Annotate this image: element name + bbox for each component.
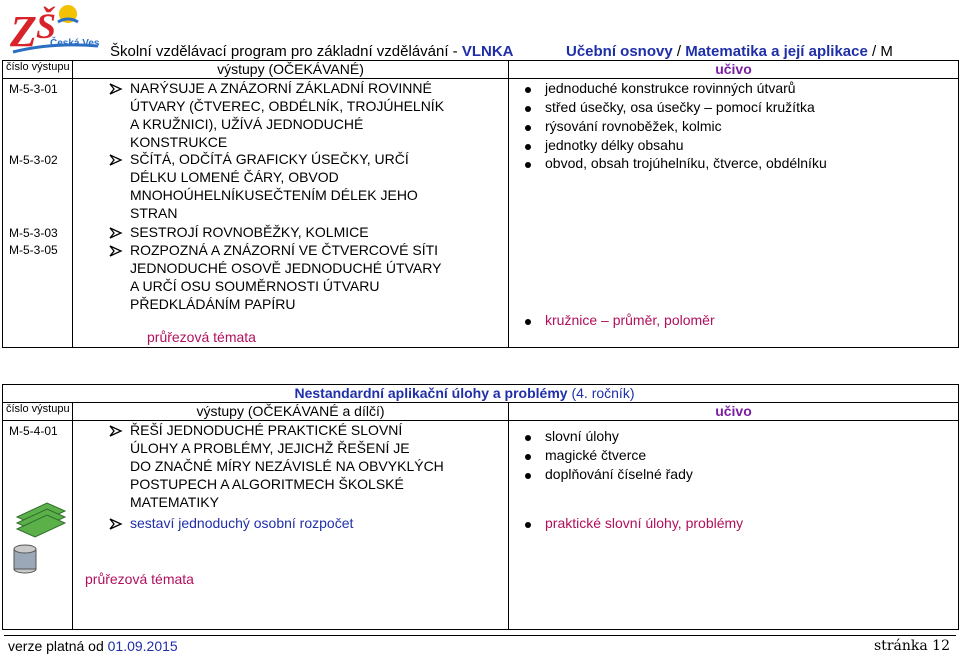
curriculum-item: slovní úlohy <box>545 428 619 444</box>
curriculum-sub-item: praktické slovní úlohy, problémy <box>545 515 744 531</box>
output-sub-line: sestaví jednoduchý osobní rozpočet <box>130 515 354 531</box>
output-line: KONSTRUKCE <box>130 134 228 150</box>
footer-rule <box>4 635 956 636</box>
col-header-code: číslo výstupu <box>3 61 73 79</box>
code-item: M-5-3-03 <box>9 226 58 240</box>
subject-suffix: / M <box>867 43 893 60</box>
output-line: ŘEŠÍ JEDNODUCHÉ PRAKTICKÉ SLOVNÍ <box>130 422 403 438</box>
curriculum-item: jednotky délky obsahu <box>545 137 684 153</box>
bullet-icon <box>525 106 531 112</box>
program-short: VLNKA <box>461 43 514 60</box>
code-item: M-5-3-02 <box>9 153 58 167</box>
output-line: ROZPOZNÁ A ZNÁZORNÍ VE ČTVERCOVÉ SÍTI <box>130 242 439 258</box>
bullet-icon <box>525 454 531 460</box>
output-line: NARÝSUJE A ZNÁZORNÍ ZÁKLADNÍ ROVINNÉ <box>130 80 432 96</box>
curriculum-item: rýsování rovnoběžek, kolmic <box>545 118 722 134</box>
bullet-icon <box>525 144 531 150</box>
school-program-label: Školní vzdělávací program pro základní vzdělávání - <box>110 43 462 60</box>
curriculum-cell <box>509 79 959 348</box>
version-label: verze platná od <box>8 638 108 654</box>
page-header <box>110 43 956 60</box>
output-line: ÚLOHY A PROBLÉMY, JEJICHŽ ŘEŠENÍ JE <box>130 440 410 456</box>
output-line: PŘEDKLÁDÁNÍM PAPÍRU <box>130 296 296 312</box>
bullet-icon <box>525 162 531 168</box>
output-line: DÉLKU LOMENÉ ČÁRY, OBVOD <box>130 169 339 185</box>
curriculum-item: střed úsečky, osa úsečky – pomocí kružítka <box>545 99 815 115</box>
arrow-bullet-icon <box>109 425 123 437</box>
col-header-code: číslo výstupu <box>3 403 73 421</box>
code-item: M-5-4-01 <box>9 424 58 438</box>
curriculum-item: magické čtverce <box>545 447 647 463</box>
bullet-icon <box>525 87 531 93</box>
cross-topics-label: průřezová témata <box>85 571 194 587</box>
table2-title: Nestandardní aplikační úlohy a problémy <box>294 385 568 401</box>
output-line: A KRUŽNICI), UŽÍVÁ JEDNODUCHÉ <box>130 116 364 132</box>
output-line: A URČÍ OSU SOUMĚRNOSTI ÚTVARU <box>130 278 380 294</box>
logo-text: Česká Ves <box>50 38 100 49</box>
footer-version <box>8 638 178 654</box>
curriculum-table-2 <box>2 384 959 630</box>
arrow-bullet-icon <box>109 154 123 166</box>
output-line: SESTROJÍ ROVNOBĚŽKY, KOLMICE <box>130 224 369 240</box>
cross-topic-item: kružnice – průměr, poloměr <box>545 312 715 328</box>
col-header-curriculum: učivo <box>509 61 959 79</box>
col-header-outputs: výstupy (OČEKÁVANÉ a dílčí) <box>73 403 509 421</box>
bullet-icon <box>525 522 531 528</box>
bullet-icon <box>525 125 531 131</box>
table2-title-cell <box>73 385 959 403</box>
output-line: MNOHOÚHELNÍKUSEČTENÍM DÉLEK JEHO <box>130 187 418 203</box>
bullet-icon <box>525 435 531 441</box>
arrow-bullet-icon <box>109 245 123 257</box>
outputs-cell <box>73 79 509 348</box>
code-item: M-5-3-01 <box>9 82 58 96</box>
code-item: M-5-3-05 <box>9 243 58 257</box>
svg-text:Š: Š <box>36 6 57 46</box>
cross-topics-label: průřezová témata <box>147 329 256 345</box>
output-line: SČÍTÁ, ODČÍTÁ GRAFICKY ÚSEČKY, URČÍ <box>130 151 409 167</box>
col-header-outputs: výstupy (OČEKÁVANÉ) <box>73 61 509 79</box>
output-line: ÚTVARY (ČTVEREC, OBDÉLNÍK, TROJÚHELNÍK <box>130 98 445 114</box>
output-line: STRAN <box>130 205 178 221</box>
col-header-curriculum: učivo <box>509 403 959 421</box>
subject-label: Matematika a její aplikace <box>685 43 868 60</box>
curriculum-cell <box>509 421 959 630</box>
arrow-bullet-icon <box>109 227 123 239</box>
school-logo <box>8 2 100 56</box>
header-separator: / <box>672 43 686 60</box>
output-line: JEDNODUCHÉ OSOVĚ JEDNODUCHÉ ÚTVARY <box>130 260 442 276</box>
curriculum-item: doplňování číselné řady <box>545 466 693 482</box>
output-line: POSTUPECH A ALGORITMECH ŠKOLSKÉ <box>130 476 404 492</box>
codes-cell <box>3 79 73 348</box>
table2-title-suffix: (4. ročník) <box>567 385 635 401</box>
bullet-icon <box>525 319 531 325</box>
bullet-icon <box>525 473 531 479</box>
arrow-bullet-icon <box>109 83 123 95</box>
page-number: stránka 12 <box>874 638 950 654</box>
output-line: MATEMATIKY <box>130 494 219 510</box>
curriculum-table-1 <box>2 60 959 348</box>
curriculum-item: obvod, obsah trojúhelníku, čtverce, obdélníku <box>545 155 827 171</box>
curriculum-item: jednoduché konstrukce rovinných útvarů <box>545 80 796 96</box>
arrow-bullet-icon <box>109 518 123 530</box>
section-label: Učební osnovy <box>566 43 673 60</box>
codes-cell <box>3 421 73 630</box>
version-date: 01.09.2015 <box>107 638 178 654</box>
outputs-cell <box>73 421 509 630</box>
money-coins-icon <box>11 497 67 577</box>
svg-text:Z: Z <box>10 7 37 56</box>
output-line: DO ZNAČNÉ MÍRY NEZÁVISLÉ NA OBVYKLÝCH <box>130 458 444 474</box>
